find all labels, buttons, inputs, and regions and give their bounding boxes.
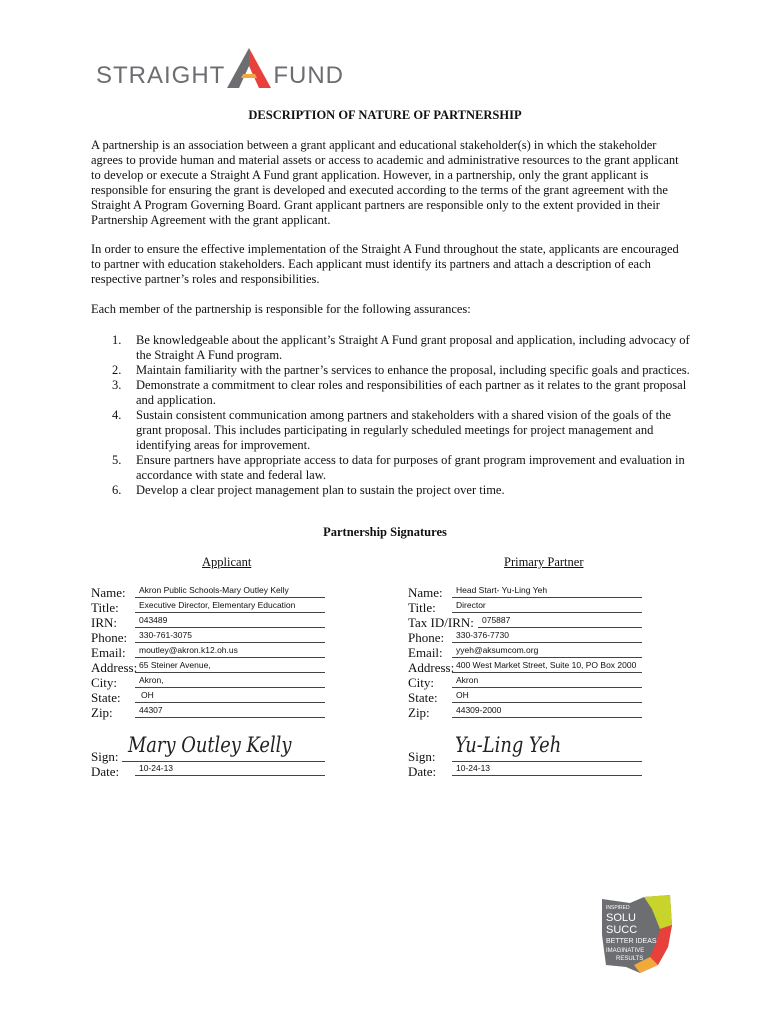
applicant-name-field[interactable]: Akron Public Schools-Mary Outley Kelly [135, 585, 325, 598]
partner-title-field[interactable]: Director [452, 600, 642, 613]
logo-text-right: FUND [273, 62, 344, 89]
list-item: 6. Develop a clear project management plan to sustain the project over time. [112, 483, 505, 497]
list-item: 4. Sustain consistent communication among partners and stakeholders with a shared vision of the goals of the grant proposal. This includes participating in regularly scheduled meetings for project management and identifying areas for improvement. [112, 408, 671, 452]
partner-name-label: Name: [408, 585, 443, 600]
assurances-list [91, 333, 691, 498]
applicant-date-field[interactable]: 10-24-13 [135, 763, 325, 776]
straight-a-fund-logo [96, 48, 344, 88]
partner-sign-label: Sign: [408, 749, 436, 764]
partner-email-label: Email: [408, 645, 443, 660]
applicant-email-label: Email: [91, 645, 126, 660]
partner-phone-label: Phone: [408, 630, 445, 645]
logo-letter: A [249, 88, 251, 89]
logo-text-left: STRAIGHT [96, 62, 226, 89]
partner-city-field[interactable]: Akron [452, 675, 642, 688]
applicant-signature: Mary Outley Kelly [128, 733, 292, 757]
partner-email-field[interactable]: yyeh@aksumcom.org [452, 645, 642, 658]
partner-zip-label: Zip: [408, 705, 430, 720]
applicant-email-field[interactable]: moutley@akron.k12.oh.us [135, 645, 325, 658]
list-item: 5. Ensure partners have appropriate access to data for purposes of grant program improvement and evaluation in accordance with state and federal law. [112, 453, 685, 482]
applicant-zip-label: Zip: [91, 705, 113, 720]
partner-heading: Primary Partner [504, 555, 584, 569]
badge-line-4: BETTER IDEAS [606, 938, 657, 945]
applicant-irn-label: IRN: [91, 615, 117, 630]
applicant-phone-field[interactable]: 330-761-3075 [135, 630, 325, 643]
badge-line-2: SOLU [606, 912, 636, 924]
badge-line-1: INSPIRED [606, 905, 630, 911]
applicant-address-label: Address: [91, 660, 138, 675]
applicant-city-label: City: [91, 675, 118, 690]
page-title: DESCRIPTION OF NATURE OF PARTNERSHIP [248, 108, 522, 122]
partner-phone-field[interactable]: 330-376-7730 [452, 630, 642, 643]
implementation-paragraph: In order to ensure the effective implementation of the Straight A Fund throughout the state, applicants are encouraged to partner with education stakeholders. Each applicant must identify its partners and attach a description of each respective partner’s roles and responsibilities. [91, 242, 679, 286]
list-item: 2. Maintain familiarity with the partner’s services to enhance the proposal, including specific goals and practices. [112, 363, 690, 377]
badge-line-3: SUCC [606, 924, 638, 936]
partner-tax-id-field[interactable]: 075887 [478, 615, 642, 628]
applicant-irn-field[interactable]: 043489 [135, 615, 325, 628]
applicant-sign-label: Sign: [91, 749, 119, 764]
ohio-badge-logo [600, 895, 672, 973]
applicant-date-label: Date: [91, 764, 120, 779]
intro-paragraph: A partnership is an association between a grant applicant and educational stakeholder(s) in which the stakeholder agrees to provide human and material assets or access to academic and administrative resources to the grant applicant to develop or execute a Straight A Fund grant application. However, in a partnership, only the grant applicant is responsible for ensuring the grant is developed and executed according to the terms of the grant agreement with the Straight A Program Governing Board. Grant applicant partners are responsible only to the extent provided in their Partnership Agreement with the grant applicant. [91, 138, 679, 227]
partner-tax-id-label: Tax ID/IRN: [408, 615, 474, 630]
applicant-heading: Applicant [202, 555, 252, 569]
applicant-address-field[interactable]: 65 Steiner Avenue, [135, 660, 325, 673]
applicant-state-field[interactable]: OH [135, 690, 325, 703]
list-item: 3. Demonstrate a commitment to clear roles and responsibilities of each partner as it relates to the grant proposal and application. [112, 378, 687, 407]
signatures-heading: Partnership Signatures [323, 525, 447, 539]
badge-line-6: RESULTS [616, 956, 644, 962]
applicant-state-label: State: [91, 690, 121, 705]
partner-name-field[interactable]: Head Start- Yu-Ling Yeh [452, 585, 642, 598]
list-item: 1. Be knowledgeable about the applicant’s Straight A Fund grant proposal and application, including advocacy of the Straight A Fund program. [112, 333, 690, 362]
logo-a-icon [227, 48, 271, 88]
applicant-phone-label: Phone: [91, 630, 128, 645]
badge-line-5: IMAGINATIVE [606, 948, 645, 954]
partner-city-label: City: [408, 675, 435, 690]
partner-address-label: Address: [408, 660, 455, 675]
applicant-title-field[interactable]: Executive Director, Elementary Education [135, 600, 325, 613]
partner-zip-field[interactable]: 44309-2000 [452, 705, 642, 718]
partner-date-label: Date: [408, 764, 437, 779]
assurances-intro: Each member of the partnership is responsible for the following assurances: [91, 302, 471, 316]
partner-address-field[interactable]: 400 West Market Street, Suite 10, PO Box 2000 [452, 660, 642, 673]
partner-title-label: Title: [408, 600, 436, 615]
partner-state-field[interactable]: OH [452, 690, 642, 703]
applicant-title-label: Title: [91, 600, 119, 615]
partner-state-label: State: [408, 690, 438, 705]
applicant-zip-field[interactable]: 44307 [135, 705, 325, 718]
partner-signature: Yu-Ling Yeh [455, 733, 562, 757]
partner-date-field[interactable]: 10-24-13 [452, 763, 642, 776]
applicant-city-field[interactable]: Akron, [135, 675, 325, 688]
applicant-name-label: Name: [91, 585, 126, 600]
